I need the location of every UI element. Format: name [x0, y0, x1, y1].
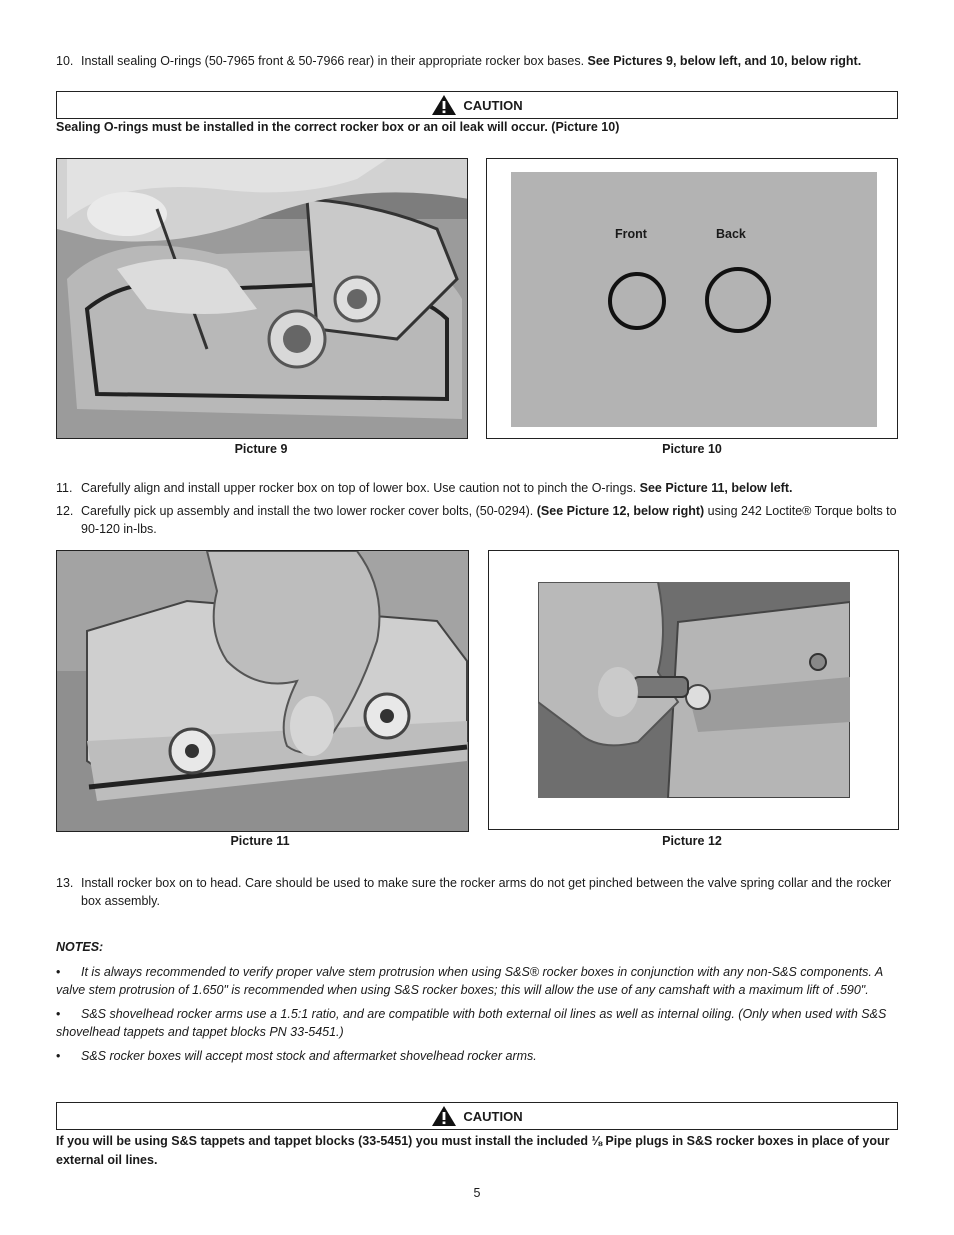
caution-text: Sealing O-rings must be installed in the correct rocker box or an oil leak will occur. (Picture 10) [56, 120, 620, 134]
step-10 [56, 52, 898, 70]
step-number: 12. [56, 504, 74, 518]
back-label: Back [716, 227, 746, 241]
bullet: • [56, 1049, 61, 1063]
step-reference: See Picture 11, below left. [639, 481, 793, 495]
front-o-ring [610, 274, 664, 328]
caution-label: CAUTION [463, 97, 523, 113]
picture-12-image [538, 582, 850, 798]
note-text: S&S rocker boxes will accept most stock and aftermarket shovelhead rocker arms. [81, 1049, 537, 1063]
step-13 [56, 874, 898, 910]
picture-10-image [511, 172, 877, 427]
picture-10-caption: Picture 10 [662, 442, 722, 456]
caution-text: If you will be using S&S tappets and tappet blocks (33-5451) you must install the included ⅛ Pipe plugs in S&S rocker boxes in place of your external oil lines. [56, 1134, 890, 1167]
front-label: Front [615, 227, 647, 241]
picture-11-caption: Picture 11 [230, 834, 290, 848]
picture-11-image [57, 551, 469, 832]
step-text: Install sealing O-rings (50-7965 front & 50-7966 rear) in their appropriate rocker box bases. [81, 54, 588, 68]
picture-9-image [57, 159, 468, 439]
notes-heading: NOTES: [56, 940, 104, 954]
picture-10 [486, 158, 898, 439]
caution-label: CAUTION [463, 1108, 523, 1124]
note-item [56, 963, 898, 999]
bullet: • [56, 1007, 61, 1021]
picture-12 [488, 550, 899, 830]
step-text: Carefully align and install upper rocker box on top of lower box. Use caution not to pinch the O-rings. [81, 481, 640, 495]
note-text: S&S shovelhead rocker arms use a 1.5:1 ratio, and are compatible with both external oil lines as well as internal oiling. (Only when used with S&S shovelhead tappets and tappet blocks PN 33-5451.) [56, 1007, 887, 1039]
note-text: It is always recommended to verify proper valve stem protrusion when using S&S® rocker boxes in conjunction with any non-S&S components. A valve stem protrusion of 1.650" is recommended when using S&S rocker boxes; this will allow the use of any camshaft with a maximum lift of .590". [56, 965, 883, 997]
step-11 [56, 479, 898, 497]
step-number: 11. [56, 481, 73, 495]
note-item [56, 1005, 898, 1041]
picture-12-caption: Picture 12 [662, 834, 722, 848]
step-text: Install rocker box on to head. Care should be used to make sure the rocker arms do not get pinched between the valve spring collar and the rocker box assembly. [81, 876, 892, 908]
step-12 [56, 502, 898, 538]
picture-11 [56, 550, 469, 832]
bullet: • [56, 965, 61, 979]
step-reference: See Pictures 9, below left, and 10, below right. [587, 54, 862, 68]
picture-9-caption: Picture 9 [234, 442, 288, 456]
picture-9 [56, 158, 468, 439]
note-item [56, 1047, 898, 1065]
warning-icon [431, 1105, 457, 1127]
step-text-continued: using 242 Loctite® Torque bolts to 90-120 in-lbs. [81, 504, 897, 536]
warning-icon [431, 94, 457, 116]
step-number: 10. [56, 54, 74, 68]
step-reference: (See Picture 12, below right) [536, 504, 705, 518]
step-number: 13. [56, 876, 74, 890]
caution-banner [56, 91, 898, 119]
back-o-ring [707, 269, 769, 331]
page-number: 5 [473, 1186, 481, 1200]
caution-banner [56, 1102, 898, 1130]
step-text: Carefully pick up assembly and install the two lower rocker cover bolts, (50-0294). [81, 504, 537, 518]
